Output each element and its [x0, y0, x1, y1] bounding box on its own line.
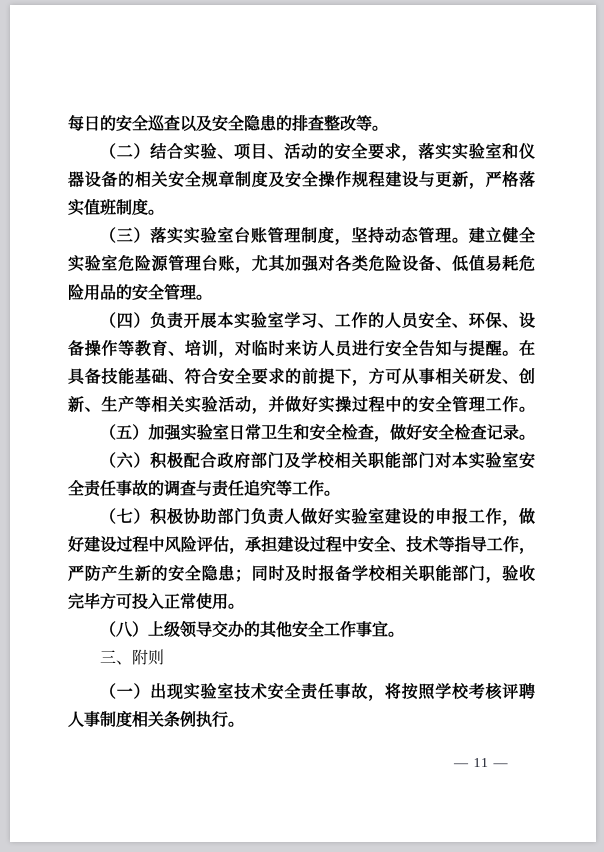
section-heading: 三、附则	[100, 649, 165, 667]
text-line: 实验室危险源管理台账，尤其加强对各类危险设备、低值易耗危	[68, 256, 535, 274]
page-number: — 11 —	[454, 756, 509, 771]
text-line: 好建设过程中风险评估，承担建设过程中安全、技术等指导工作，	[68, 537, 535, 555]
document-page	[10, 5, 596, 842]
text-line: 具备技能基础、符合安全要求的前提下，方可从事相关研发、创	[68, 368, 535, 386]
text-line: 险用品的安全管理。	[68, 284, 213, 302]
text-line: （一）出现实验室技术安全责任事故，将按照学校考核评聘	[100, 683, 535, 701]
text-line: 实值班制度。	[68, 200, 165, 218]
text-line: （六）积极配合政府部门及学校相关职能部门对本实验室安	[100, 453, 535, 471]
text-line: 每日的安全巡查以及安全隐患的排查整改等。	[68, 116, 389, 133]
text-line: 严防产生新的安全隐患；同时及时报备学校相关职能部门，验收	[68, 565, 535, 583]
text-line: 完毕方可投入正常使用。	[68, 593, 245, 611]
text-line: 新、生产等相关实验活动，并做好实操过程中的安全管理工作。	[68, 396, 535, 414]
text-line: （八）上级领导交办的其他安全工作事宜。	[100, 621, 405, 639]
text-line: （三）落实实验室台账管理制度，坚持动态管理。建立健全	[100, 228, 535, 246]
text-line: （四）负责开展本实验室学习、工作的人员安全、环保、设	[100, 312, 535, 330]
text-line: （七）积极协助部门负责人做好实验室建设的申报工作，做	[100, 509, 535, 527]
text-line: （五）加强实验室日常卫生和安全检查，做好安全检查记录。	[100, 425, 535, 443]
text-line: （二）结合实验、项目、活动的安全要求，落实实验室和仪	[100, 144, 535, 162]
text-line: 器设备的相关安全规章制度及安全操作规程建设与更新，严格落	[68, 172, 535, 190]
text-line: 人事制度相关条例执行。	[68, 711, 245, 729]
document-body	[68, 111, 535, 735]
text-line: 全责任事故的调查与责任追究等工作。	[68, 481, 341, 499]
text-line: 备操作等教育、培训，对临时来访人员进行安全告知与提醒。在	[68, 340, 535, 358]
